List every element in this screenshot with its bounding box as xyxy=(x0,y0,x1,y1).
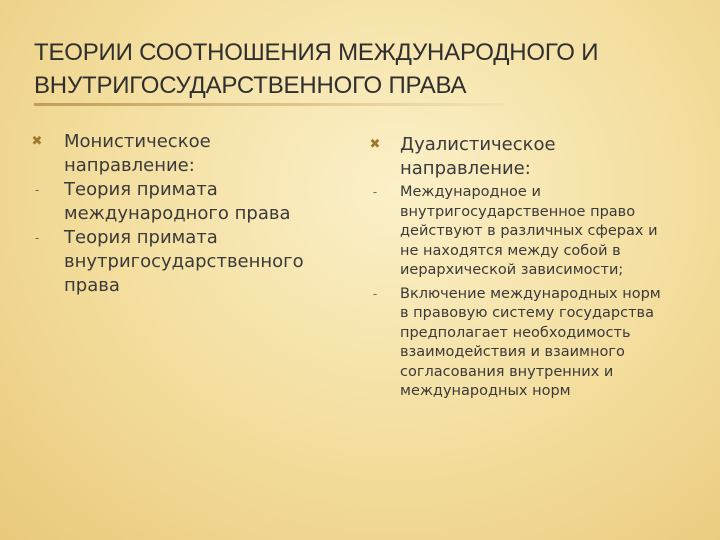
dualist-item-2-line-4: взаимодействия и взаимного xyxy=(400,344,625,360)
dash-bullet-icon: - xyxy=(34,183,40,197)
monist-heading-line-2: направление: xyxy=(64,155,195,176)
dualist-heading-line-2: направление: xyxy=(400,158,531,179)
monist-heading xyxy=(30,130,330,178)
slide-title-line-1: ТЕОРИИ СООТНОШЕНИЯ МЕЖДУНАРОДНОГО И xyxy=(34,39,599,66)
monist-item-2 xyxy=(30,226,330,298)
dash-bullet-icon: - xyxy=(372,286,378,301)
dualist-item-1-line-3: действуют в различных сферах и xyxy=(400,223,658,239)
slide-title xyxy=(34,36,694,102)
monist-item-1 xyxy=(30,178,330,226)
dualist-item-2-line-6: международных норм xyxy=(400,383,571,399)
dualist-item-2 xyxy=(368,285,698,402)
x-bullet-icon: ✖ xyxy=(31,134,43,149)
dualist-item-1-line-5: иерархической зависимости; xyxy=(400,262,624,278)
dualist-heading xyxy=(368,133,698,181)
dash-bullet-icon: - xyxy=(34,231,40,245)
monist-column xyxy=(30,130,330,298)
dualist-item-1-line-2: внутригосударственное право xyxy=(400,203,636,220)
dash-bullet-icon: - xyxy=(372,185,378,199)
dualist-item-1-line-4: не находятся между собой в xyxy=(400,242,621,259)
dualist-item-2-line-2: в правовую систему государства xyxy=(400,305,654,321)
dualist-item-2-line-3: предполагает необходимость xyxy=(400,324,631,341)
slide-title-line-2: ВНУТРИГОСУДАРСТВЕННОГО ПРАВА xyxy=(34,72,467,99)
dualist-item-2-line-1: Включение международных норм xyxy=(400,285,661,302)
monist-item-2-line-1: Теория примата xyxy=(64,227,218,248)
dualist-item-1 xyxy=(368,183,698,281)
title-underline xyxy=(34,103,504,106)
monist-item-1-line-1: Теория примата xyxy=(64,179,218,200)
monist-item-2-line-3: права xyxy=(64,275,120,296)
dualist-item-2-line-5: согласования внутренних и xyxy=(400,363,614,380)
x-bullet-icon: ✖ xyxy=(369,137,381,152)
dualist-item-1-line-1: Международное и xyxy=(400,184,541,200)
dualist-heading-line-1: Дуалистическое xyxy=(400,134,556,155)
monist-heading-line-1: Монистическое xyxy=(64,131,211,152)
monist-item-2-line-2: внутригосударственного xyxy=(64,251,304,272)
monist-item-1-line-2: международного права xyxy=(64,203,291,224)
dualist-column xyxy=(368,133,698,402)
